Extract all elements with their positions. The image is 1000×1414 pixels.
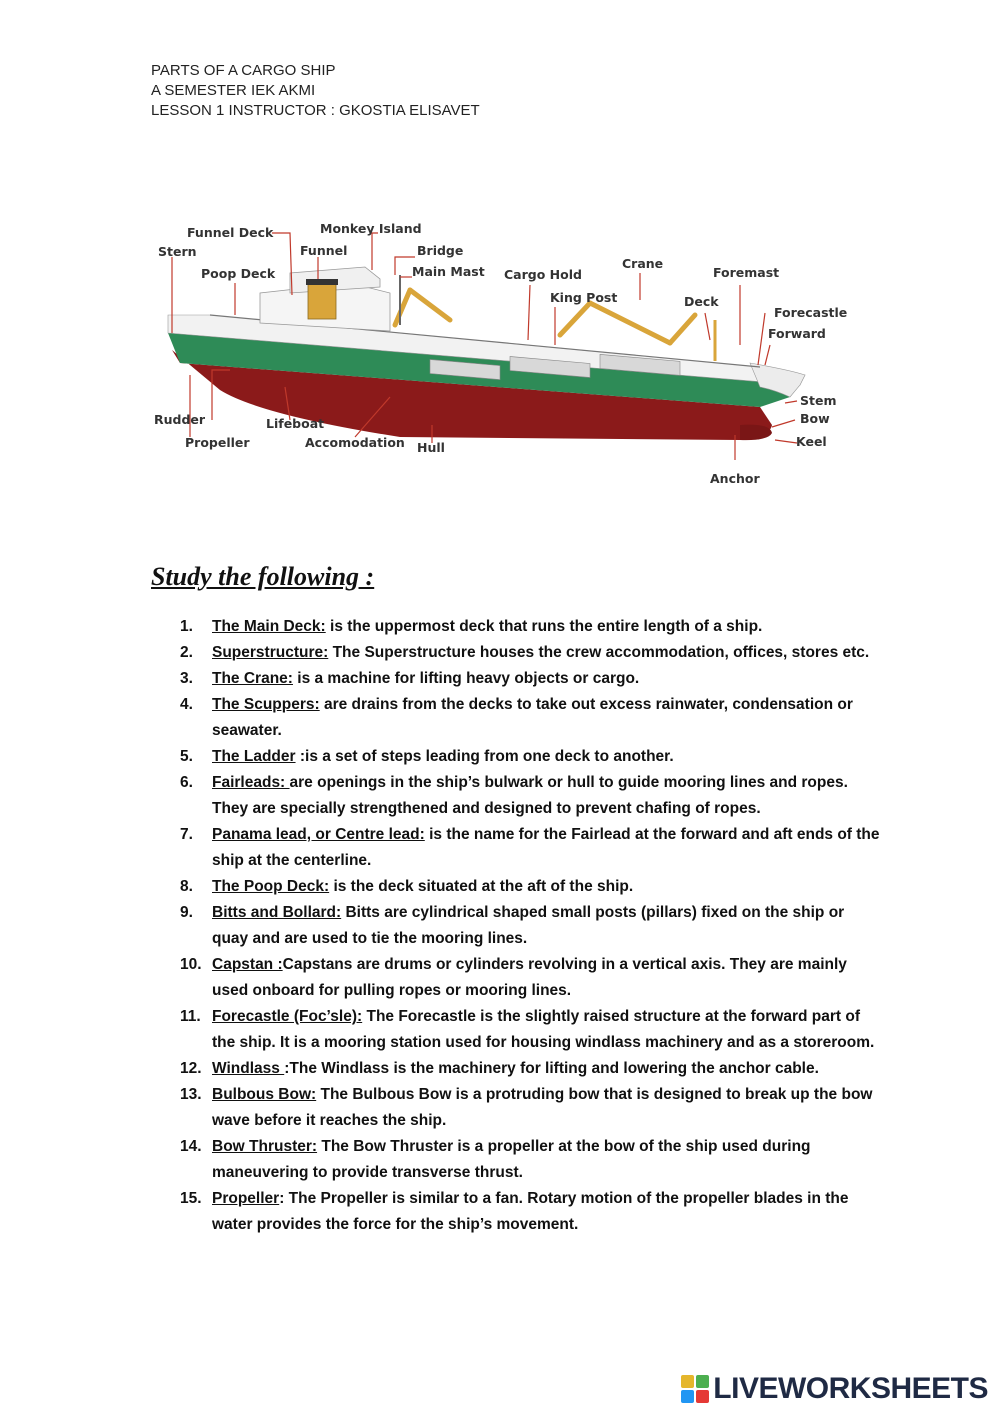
definition-item <box>180 692 880 744</box>
label-funnel: Funnel <box>300 243 348 258</box>
definition-term: Bulbous Bow: <box>212 1086 317 1103</box>
definition-item <box>180 666 880 692</box>
label-foremast: Foremast <box>713 265 780 280</box>
definition-item <box>180 640 880 666</box>
label-deck: Deck <box>684 294 719 309</box>
header-semester: A SEMESTER IEK AKMI <box>151 82 316 99</box>
definition-item <box>180 952 880 1004</box>
definition-text: Bitts are cylindrical shaped small posts (pillars) fixed on the ship or quay and are used to tie the mooring lines. <box>212 904 845 947</box>
definition-item <box>180 744 880 770</box>
liveworksheets-logo <box>681 1372 988 1406</box>
definition-item <box>180 900 880 952</box>
definition-number: 7. <box>180 826 193 843</box>
definition-number: 13. <box>180 1086 202 1103</box>
definition-item <box>180 1056 880 1082</box>
definition-term: Propeller <box>212 1190 280 1207</box>
definition-number: 15. <box>180 1190 202 1207</box>
definition-number: 10. <box>180 956 202 973</box>
label-rudder: Rudder <box>154 412 206 427</box>
definition-number: 3. <box>180 670 193 687</box>
definition-number: 12. <box>180 1060 202 1077</box>
definition-text: : The Propeller is similar to a fan. Rotary motion of the propeller blades in the water provides the force for the ship’s movement. <box>212 1190 849 1233</box>
definition-text: :is a set of steps leading from one deck to another. <box>295 748 674 765</box>
definition-number: 6. <box>180 774 193 791</box>
definition-number: 5. <box>180 748 193 765</box>
definition-text: The Superstructure houses the crew accommodation, offices, stores etc. <box>328 644 870 661</box>
definition-term: Forecastle (Foc’sle): <box>212 1008 363 1025</box>
definition-number: 2. <box>180 644 193 661</box>
label-forward: Forward <box>768 326 826 341</box>
definition-term: The Scuppers: <box>212 696 320 713</box>
label-cargo-hold: Cargo Hold <box>504 267 582 282</box>
label-main-mast: Main Mast <box>412 264 485 279</box>
document-header <box>151 61 480 121</box>
definition-item <box>180 822 880 874</box>
definition-term: Panama lead, or Centre lead: <box>212 826 425 843</box>
definition-item <box>180 1004 880 1056</box>
definition-item <box>180 770 880 822</box>
header-title: PARTS OF A CARGO SHIP <box>151 62 336 79</box>
definition-number: 14. <box>180 1138 202 1155</box>
label-forecastle: Forecastle <box>774 305 848 320</box>
label-monkey-island: Monkey Island <box>320 221 422 236</box>
label-keel: Keel <box>796 434 827 449</box>
definition-term: The Crane: <box>212 670 293 687</box>
definition-text: are drains from the decks to take out excess rainwater, condensation or seawater. <box>212 696 853 739</box>
definition-number: 4. <box>180 696 193 713</box>
definition-number: 9. <box>180 904 193 921</box>
definition-text: is a machine for lifting heavy objects or cargo. <box>292 670 640 687</box>
cranes <box>395 290 695 343</box>
label-anchor: Anchor <box>710 471 760 486</box>
definition-item <box>180 614 880 640</box>
definitions-list <box>180 614 880 1238</box>
label-funnel-deck: Funnel Deck <box>187 225 274 240</box>
definition-text: are openings in the ship’s bulwark or hull to guide mooring lines and ropes. They are specially strengthened and designed to prevent chafing of ropes. <box>212 774 848 817</box>
definition-text: The Bow Thruster is a propeller at the bow of the ship used during maneuvering to provide transverse thrust. <box>212 1138 811 1181</box>
definition-item <box>180 1134 880 1186</box>
definition-text: :The Windlass is the machinery for lifting and lowering the anchor cable. <box>284 1060 819 1077</box>
label-stem: Stem <box>800 393 837 408</box>
definition-number: 8. <box>180 878 193 895</box>
definition-text: The Bulbous Bow is a protruding bow that is designed to break up the bow wave before it reaches the ship. <box>212 1086 873 1129</box>
definition-term: Windlass <box>212 1060 285 1077</box>
definition-term: Capstan : <box>212 956 283 973</box>
definition-item <box>180 874 880 900</box>
study-heading: Study the following : <box>151 562 375 591</box>
definition-text: Capstans are drums or cylinders revolving in a vertical axis. They are mainly used onboard for pulling ropes or mooring lines. <box>212 956 847 999</box>
label-bow: Bow <box>800 411 830 426</box>
definition-term: The Poop Deck: <box>212 878 330 895</box>
label-propeller: Propeller <box>185 435 250 450</box>
logo-text: LIVEWORKSHEETS <box>713 1372 988 1405</box>
definition-item <box>180 1186 880 1238</box>
definition-item <box>180 1082 880 1134</box>
funnel-top <box>306 279 338 285</box>
label-accomodation: Accomodation <box>305 435 405 450</box>
header-lesson: LESSON 1 INSTRUCTOR : GKOSTIA ELISAVET <box>151 102 480 119</box>
definition-term: Superstructure: <box>212 644 329 661</box>
definition-text: The Forecastle is the slightly raised structure at the forward part of the ship. It is a mooring station used for housing windlass machinery and as a storeroom. <box>212 1008 875 1051</box>
definition-term: Bitts and Bollard: <box>212 904 342 921</box>
definition-term: The Main Deck: <box>212 618 326 635</box>
definition-number: 11. <box>180 1008 201 1025</box>
label-king-post: King Post <box>550 290 618 305</box>
label-bridge: Bridge <box>417 243 464 258</box>
cargo-ship-illustration <box>150 175 870 495</box>
definition-text: is the name for the Fairlead at the forward and aft ends of the ship at the centerline. <box>212 826 880 869</box>
definition-text: is the uppermost deck that runs the entire length of a ship. <box>325 618 763 635</box>
definition-text: is the deck situated at the aft of the ship. <box>329 878 634 895</box>
label-poop-deck: Poop Deck <box>201 266 276 281</box>
label-stern: Stern <box>158 244 197 259</box>
definition-term: Fairleads: <box>212 774 290 791</box>
cargo-ship-diagram <box>150 175 870 495</box>
funnel <box>308 283 336 319</box>
definition-term: The Ladder <box>212 748 296 765</box>
definition-term: Bow Thruster: <box>212 1138 318 1155</box>
label-crane: Crane <box>622 256 664 271</box>
label-hull: Hull <box>417 440 445 455</box>
label-lifeboat: Lifeboat <box>266 416 325 431</box>
definition-number: 1. <box>180 618 193 635</box>
liveworksheets-mark-icon <box>681 1375 709 1403</box>
